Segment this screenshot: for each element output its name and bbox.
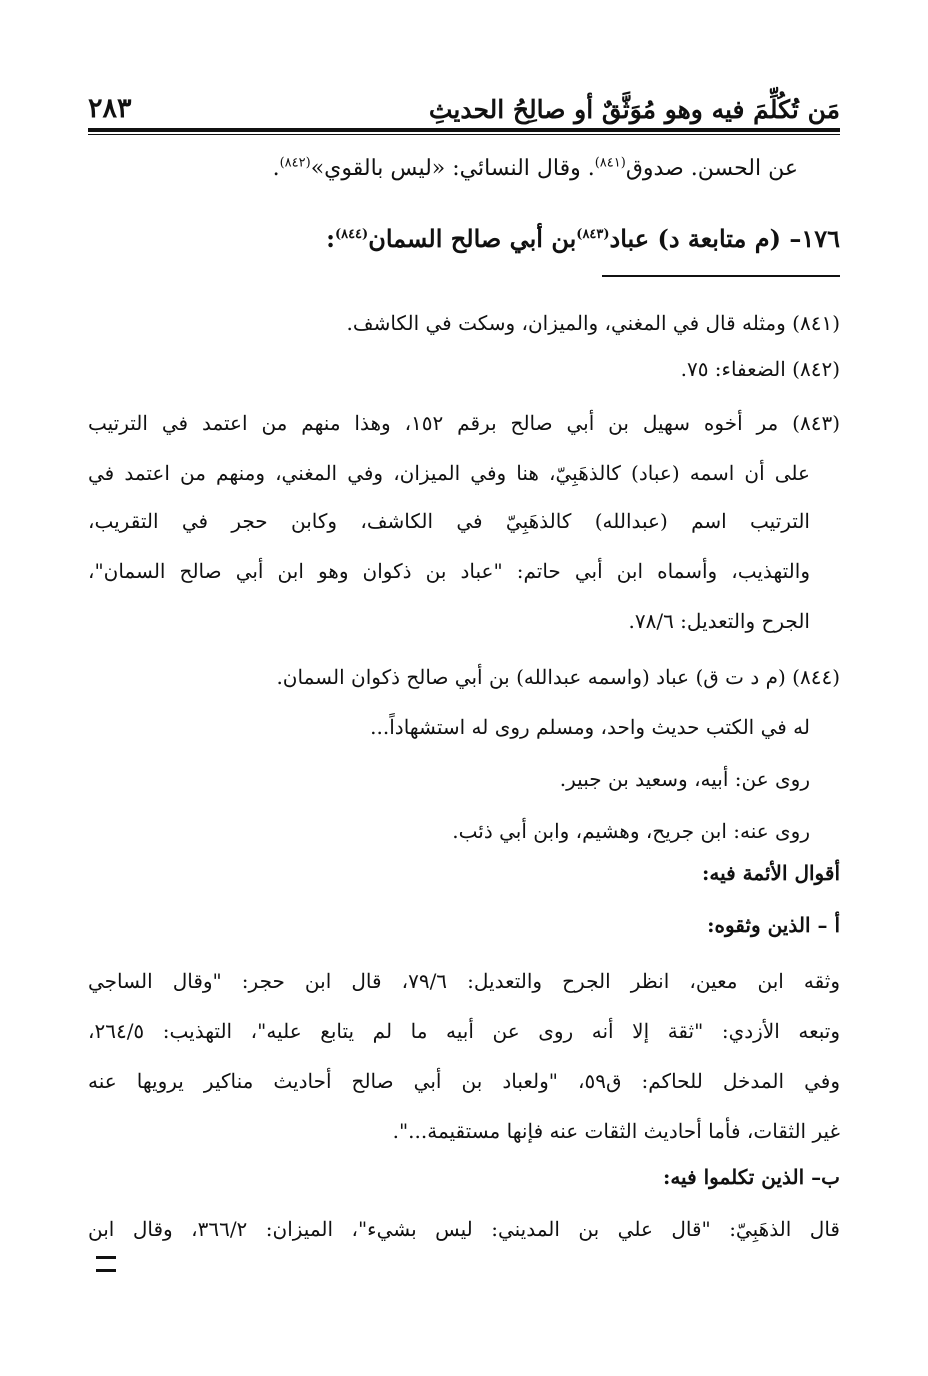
footnote-842: (٨٤٢) الضعفاء: ٧٥. — [680, 357, 840, 381]
footnote-843-line: (٨٤٣) مر أخوه سهيل بن أبي صالح برقم ١٥٢، وهذا منهم من اعتمد في الترتيب — [88, 411, 841, 435]
footnote-844-rawa-an: روى عن: أبيه، وسعيد بن جبير. — [559, 767, 810, 791]
footnote-843-line: والتهذيب، وأسماه ابن أبي حاتم: "عباد بن ذكوان وهو ابن أبي صالح السمان"، — [88, 559, 810, 583]
footnote-843-line: الجرح والتعديل: ٧٨/٦. — [628, 609, 810, 633]
footnote-841: (٨٤١) ومثله قال في المغني، والميزان، وسكت في الكاشف. — [346, 311, 840, 335]
footnote-844-hadith: له في الكتب حديث واحد، ومسلم روى له استشهاداً... — [370, 715, 810, 739]
aqwal-heading: أقوال الأئمة فيه: — [702, 861, 840, 885]
header-rule — [88, 128, 840, 132]
continuation-mark — [96, 1256, 116, 1272]
header-rule-thin — [88, 134, 840, 135]
running-title: مَن تُكُلِّمَ فيه وهو مُوَثَّقٌ أو صالِحُ الحديثِ — [428, 95, 840, 124]
alif-paragraph-line: وثقه ابن معين، انظر الجرح والتعديل: ٧٩/٦، قال ابن حجر: "وقال الساجي — [88, 969, 840, 993]
alif-paragraph-line: وتبعه الأزدي: "ثقة إلا أنه روى عن أبيه ما لم يتابع عليه"، التهذيب: ٢٦٤/٥، — [88, 1019, 840, 1043]
footnote-separator — [602, 275, 840, 277]
footnote-843-line: على أن اسمه (عباد) كالذهَبِيّ، هنا وفي الميزان، وفي المغني، ومنهم من اعتمد في — [88, 461, 810, 485]
page-number: ٢٨٣ — [88, 93, 132, 124]
footnote-844-title: (٨٤٤) (م د ت ق) عباد (واسمه عبدالله) بن أبي صالح ذكوان السمان. — [276, 665, 840, 689]
ba-paragraph-line: قال الذهَبِيّ: "قال علي بن المديني: ليس بشيء"، الميزان: ٣٦٦/٢، وقال ابن — [88, 1217, 840, 1241]
footnote-843-line: الترتيب اسم (عبدالله) كالذهَبِيّ في الكاشف، وكابن حجر في التقريب، — [88, 509, 810, 533]
alif-heading: أ – الذين وثقوه: — [707, 913, 840, 937]
main-text-line: عن الحسن. صدوق$^{(٨٤١)}$. وقال النسائي: «ليس بالقوي»$^{(٨٤٢)}$. — [272, 155, 798, 181]
alif-paragraph-line: وفي المدخل للحاكم: ق٥٩، "ولعباد بن أبي صالح أحاديث مناكير يرويها عنه — [88, 1069, 840, 1093]
page-header — [88, 70, 840, 124]
alif-paragraph-line: غير الثقات، فأما أحاديث الثقات عنه فإنها مستقيمة...". — [392, 1119, 840, 1143]
footnote-ref-844[interactable]: (٨٤٤) — [334, 227, 369, 242]
entry-176-heading: ١٧٦– (م متابعة د) عباد$^{(٨٤٣)}$بن أبي صالح السمان$^{(٨٤٤)}$: — [326, 224, 840, 253]
ba-heading: ب– الذين تكلموا فيه: — [662, 1165, 840, 1189]
footnote-ref-841[interactable]: (٨٤١) — [594, 155, 626, 171]
book-page — [88, 60, 840, 1290]
footnote-ref-842[interactable]: (٨٤٢) — [279, 155, 311, 171]
footnote-844-rawa-anhu: روى عنه: ابن جريح، وهشيم، وابن أبي ذئب. — [452, 819, 810, 843]
footnote-ref-843[interactable]: (٨٤٣) — [576, 227, 610, 242]
